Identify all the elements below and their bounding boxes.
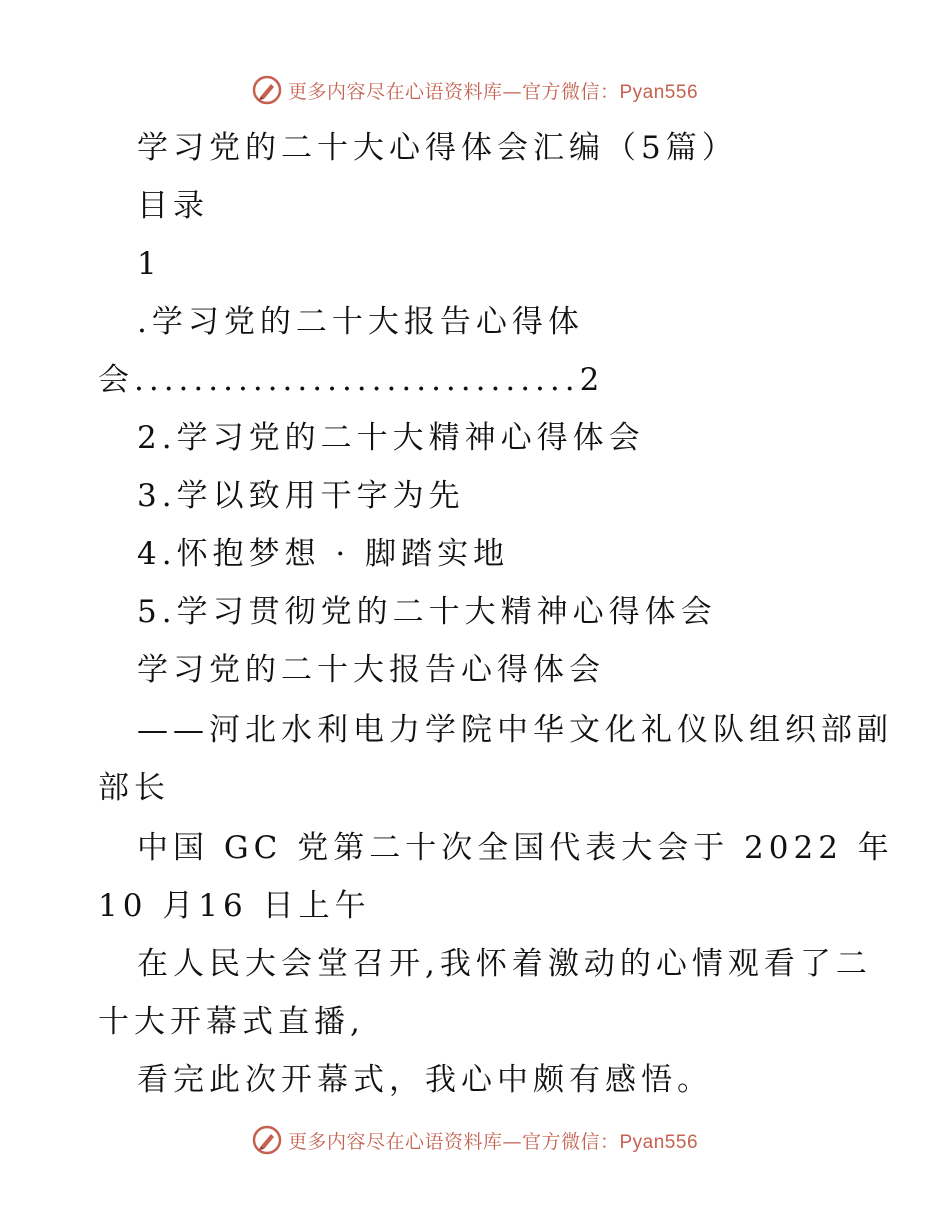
pen-logo-icon [252,75,282,105]
toc-item: 4.怀抱梦想 · 脚踏实地 [137,536,510,572]
document-title: 学习党的二十大心得体会汇编（5篇） [137,130,738,166]
body-paragraph-line: 10 月16 日上午 [98,888,371,924]
toc-heading: 目录 [137,188,209,224]
section-title: 学习党的二十大报告心得体会 [137,652,605,688]
toc-item: 2.学习党的二十大精神心得体会 [137,420,645,456]
toc-item: .学习党的二十大报告心得体 [137,304,584,340]
body-paragraph-line: 在人民大会堂召开,我怀着激动的心情观看了二 [137,946,872,982]
pen-logo-icon [252,1125,282,1155]
body-paragraph-line: 中国 GC 党第二十次全国代表大会于 2022 年 [137,830,894,866]
author-line: ——河北水利电力学院中华文化礼仪队组织部副 [137,712,893,748]
toc-item: 5.学习贯彻党的二十大精神心得体会 [137,594,717,630]
toc-item: 3.学以致用干字为先 [137,478,465,514]
watermark-header [0,70,950,110]
watermark-text: 更多内容尽在心语资料库—官方微信：Pyan556 [287,80,699,103]
body-paragraph-line: 看完此次开幕式，我心中颇有感悟。 [137,1062,713,1098]
watermark-text: 更多内容尽在心语资料库—官方微信：Pyan556 [287,1130,699,1153]
watermark-footer [0,1120,950,1160]
toc-item-continuation: 会..............................2 [98,362,605,398]
toc-number: 1 [137,246,162,282]
author-line-continuation: 部长 [98,770,170,806]
body-paragraph-line: 十大开幕式直播, [98,1004,365,1040]
